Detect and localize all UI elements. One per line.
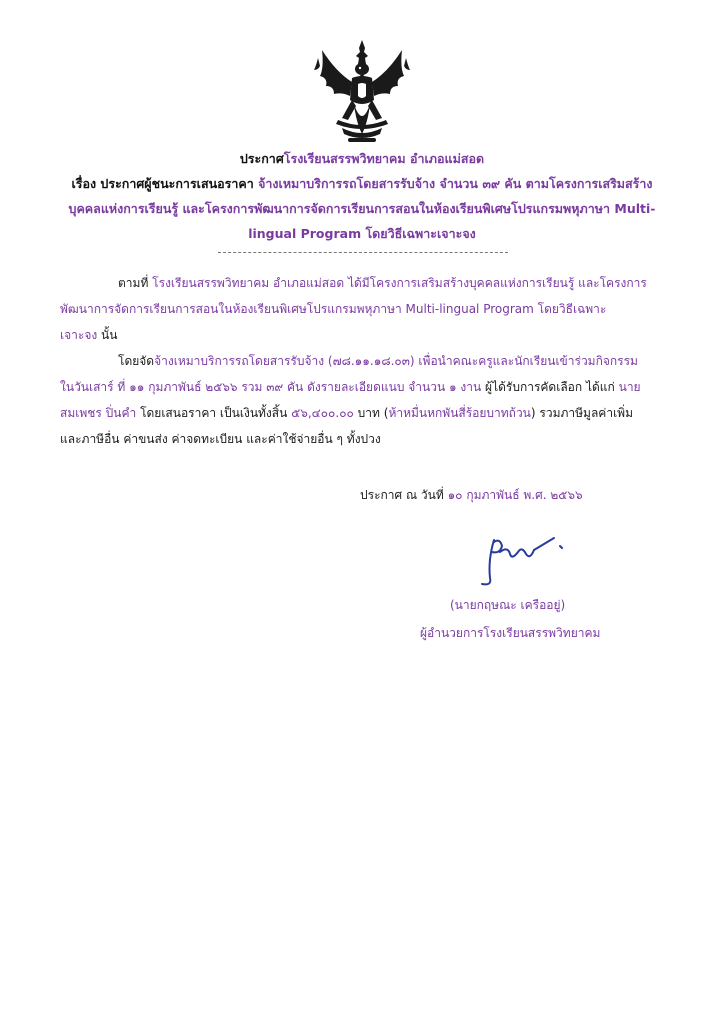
signer-title: ผู้อำนวยการโรงเรียนสรรพวิทยาคม — [420, 626, 601, 640]
dashed-divider — [218, 252, 508, 253]
header-line-1: ประกาศโรงเรียนสรรพวิทยาคม อำเภอแม่สอด — [239, 151, 485, 166]
paragraph-1-line-3: เจาะจง นั้น — [60, 328, 118, 342]
header-line-3: บุคคลแห่งการเรียนรู้ และโครงการพัฒนาการจัดการเรียนการสอนในห้องเรียนพิเศษโปรแกรมพหุภาษา Multi- — [68, 201, 656, 216]
header-line-4: lingual Program โดยวิธีเฉพาะเจาะจง — [248, 226, 476, 241]
paragraph-2-line-2: ในวันเสาร์ ที่ ๑๑ กุมภาพันธ์ ๒๕๖๖ รวม ๓๙ คัน ดังรายละเอียดแนบ จำนวน ๑ งาน ผู้ได้รับการคัดเลือก ได้แก่ นาย — [60, 380, 641, 394]
header-line-2: เรื่อง ประกาศผู้ชนะการเสนอราคา จ้างเหมาบริการรถโดยสารรับจ้าง จำนวน ๓๙ คัน ตามโครงการเสริมสร้าง — [71, 176, 653, 191]
announcement-header — [60, 146, 664, 246]
announcement-date: ประกาศ ณ วันที่ ๑๐ กุมภาพันธ์ พ.ศ. ๒๕๖๖ — [360, 488, 583, 502]
signer-name: (นายกฤษณะ เครืออยู่) — [450, 598, 566, 612]
paragraph-2-line-1: โดยจัดจ้างเหมาบริการรถโดยสารรับจ้าง (๗๘.๑๑.๑๘.๐๓) เพื่อนำคณะครูและนักเรียนเข้าร่วมกิจกรรม — [118, 354, 638, 368]
paragraph-1-line-1: ตามที่ โรงเรียนสรรพวิทยาคม อำเภอแม่สอด ได้มีโครงการเสริมสร้างบุคคลแห่งการเรียนรู้ และโครงการ — [118, 276, 647, 290]
garuda-emblem-icon — [312, 38, 412, 148]
paragraph-2-line-4: และภาษีอื่น ค่าขนส่ง ค่าจดทะเบียน และค่าใช้จ่ายอื่น ๆ ทั้งปวง — [60, 432, 381, 446]
signature-image — [474, 530, 570, 590]
announcement-body — [60, 270, 664, 452]
paragraph-1-line-2: พัฒนาการจัดการเรียนการสอนในห้องเรียนพิเศษโปรแกรมพหุภาษา Multi-lingual Program โดยวิธีเฉพาะ — [60, 302, 607, 316]
paragraph-2-line-3: สมเพชร ปิ่นคำ โดยเสนอราคา เป็นเงินทั้งสิ้น ๕๖,๔๐๐.๐๐ บาท (ห้าหมื่นหกพันสี่ร้อยบาทถ้วน) รวมภาษีมูลค่าเพิ่ม — [60, 406, 633, 420]
